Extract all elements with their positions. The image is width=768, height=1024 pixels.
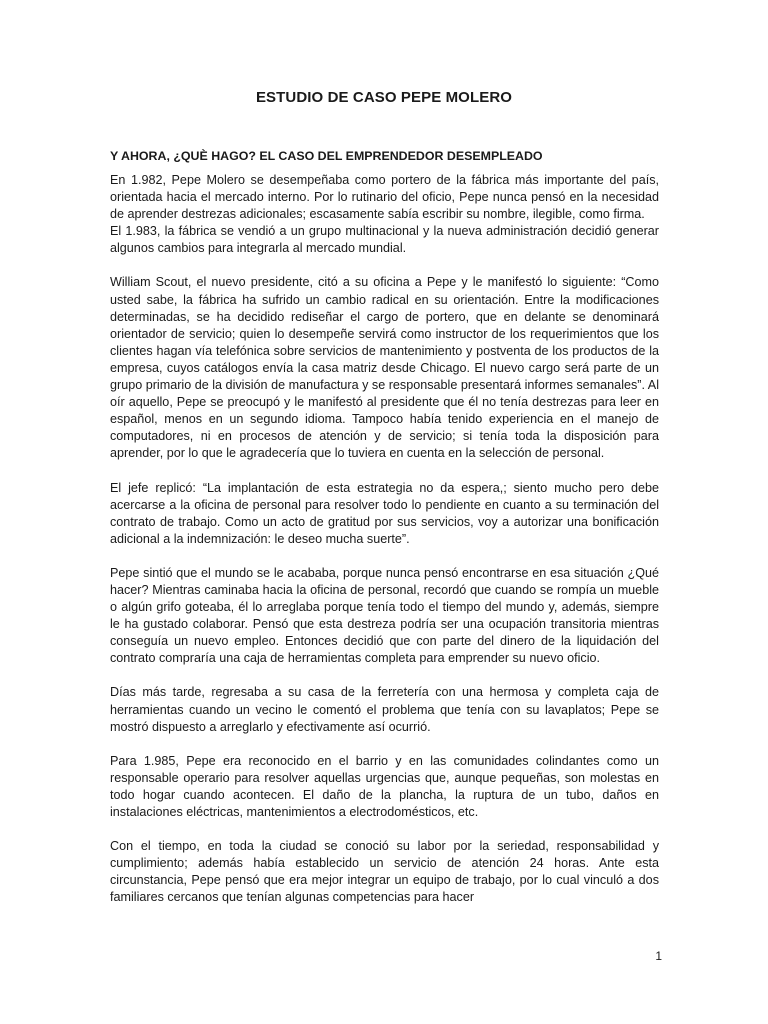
paragraph: Con el tiempo, en toda la ciudad se conoció su labor por la seriedad, responsabilidad y cumplimiento; además había establecido un servicio de atención 24 horas. Ante esta circunstancia, Pepe pensó que era mejor integrar un equipo de trabajo, por lo cual vinculó a dos familiares cercanos que tenían algunas competencias para hacer: [110, 839, 659, 905]
paragraph: Para 1.985, Pepe era reconocido en el barrio y en las comunidades colindantes como un responsable operario para resolver aquellas urgencias que, aunque pequeñas, son molestas en todo hogar cuando acontecen. El daño de la plancha, la ruptura de un tubo, daños en instalaciones eléctricas, mantenimientos a electrodomésticos, etc.: [110, 753, 659, 819]
page-number: 1: [655, 949, 662, 963]
paragraph: Pepe sintió que el mundo se le acababa, porque nunca pensó encontrarse en esa situación ¿Qué hacer? Mientras caminaba hacia la oficina de personal, recordó que cuando se rompía un mueble o algún grifo goteaba, él lo arreglaba porque tenía todo el tiempo del mundo y, además, siempre le ha gustado colaborar. Pensó que esta destreza podría ser una ocupación transitoria mientras conseguía un nuevo empleo. Entonces decidió que con parte del dinero de la liquidación del contrato compraría una caja de herramientas completa para emprender su nuevo oficio.: [110, 565, 659, 666]
section-heading: Y AHORA, ¿QUÈ HAGO? EL CASO DEL EMPRENDEDOR DESEMPLEADO: [110, 149, 543, 163]
document-body: [110, 172, 659, 906]
document-title: ESTUDIO DE CASO PEPE MOLERO: [255, 89, 513, 106]
paragraph: Días más tarde, regresaba a su casa de la ferretería con una hermosa y completa caja de herramientas cuando un vecino le comentó el problema que tenía con su lavaplatos; Pepe se mostró dispuesto a arreglarlo y efectivamente así ocurrió.: [110, 685, 659, 734]
paragraph: El jefe replicó: “La implantación de esta estrategia no da espera,; siento mucho pero debe acercarse a la oficina de personal para resolver todo lo pendiente en cuanto a su terminación del contrato de trabajo. Como un acto de gratitud por sus servicios, voy a autorizar una bonificación adicional a la indemnización: le deseo mucha suerte”.: [110, 480, 659, 546]
paragraph: En 1.982, Pepe Molero se desempeñaba como portero de la fábrica más importante del país, orientada hacia el mercado interno. Por lo rutinario del oficio, Pepe nunca pensó en la necesidad de aprender destrezas adicionales; escasamente sabía escribir su nombre, ilegible, como firma. El 1.983, la fábrica se vendió a un grupo multinacional y la nueva administración decidió generar algunos cambios para integrarla al mercado mundial.: [110, 173, 659, 256]
paragraph: William Scout, el nuevo presidente, citó a su oficina a Pepe y le manifestó lo siguiente: “Como usted sabe, la fábrica ha sufrido un cambio radical en su orientación. Entre la modificaciones determinadas, se ha decidido rediseñar el cargo de portero, que en delante se denominará orientador de servicio; quien lo desempeñe servirá como instructor de los requerimientos que los clientes hagan vía telefónica sobre servicios de mantenimiento y postventa de los productos de la empresa, cuyos catálogos envía la casa matriz desde Chicago. El nuevo cargo será parte de un grupo primario de la división de manufactura y se responsable presentará informes semanales”. Al oír aquello, Pepe se preocupó y le manifestó al presidente que él no tenía destrezas para leer en español, menos en un segundo idioma. Tampoco había tenido experiencia en el manejo de computadores, ni en procesos de atención y de servicio; si tenía toda la disposición para aprender, por lo que le agradecería que lo tuviera en cuenta en la selección de personal.: [110, 275, 659, 461]
